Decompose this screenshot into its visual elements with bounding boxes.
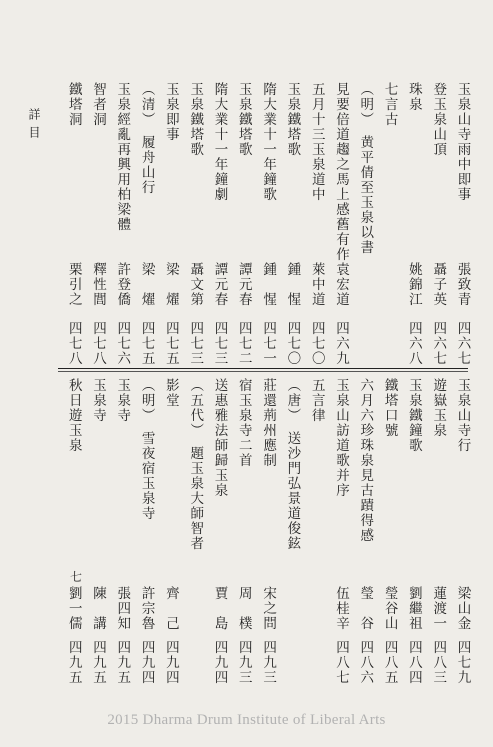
entry-title: 玉泉鐵塔歌 — [235, 82, 252, 157]
entry-title: 莊還荊州應制 — [260, 378, 277, 468]
entry-title: 珠泉 — [405, 82, 422, 112]
entry-page: 四六七 — [454, 321, 471, 366]
entry-page: 四七三 — [187, 321, 204, 366]
entry-page: 四九三 — [260, 640, 277, 685]
entry-title: 鐵塔洞 — [65, 82, 82, 127]
entry-page: 四七五 — [138, 321, 155, 366]
entry-author: 許宗魯 — [138, 586, 155, 631]
watermark: 2015 Dharma Drum Institute of Liberal Arts — [107, 712, 386, 728]
entry-title: 見要倍道趨之馬上感舊有作 — [333, 82, 349, 262]
entry-author: 宋之問 — [260, 586, 277, 631]
entry-page: 四七九 — [454, 640, 471, 685]
entry-author: 伍桂辛 — [333, 586, 349, 631]
entry-title: 玉泉寺 — [90, 378, 106, 423]
entry-author: 瑩 谷 — [357, 586, 374, 631]
entry-author: 鍾 惺 — [284, 262, 301, 307]
entry-page: 四七一 — [260, 321, 277, 366]
entry-author: 袁宏道 — [333, 262, 349, 307]
entry-title: 登玉泉山頂 — [430, 82, 447, 157]
entry-page: 四九三 — [235, 640, 252, 685]
entry-author: 聶子英 — [430, 262, 447, 307]
entry-title: 影堂 — [162, 378, 179, 408]
entry-author: 姚錦江 — [405, 262, 422, 307]
entry-page: 四八六 — [357, 640, 374, 685]
entry-author: 賈 島 — [211, 586, 228, 631]
entry-page: 四八三 — [430, 640, 447, 685]
entry-author: 梁 燿 — [138, 262, 155, 307]
entry-author: 萊中道 — [308, 262, 325, 307]
entry-title: （唐） 送沙門弘景道俊鉉 — [284, 378, 301, 552]
entry-title: 玉泉經亂再興用柏梁體 — [114, 82, 131, 232]
entry-title: 玉泉山訪道歌并序 — [333, 378, 349, 498]
entry-title: 玉泉鐵塔歌 — [284, 82, 301, 157]
entry-title: 五言律 — [308, 378, 325, 423]
entry-title: 六月六珍珠泉見古蹟得感 — [357, 378, 374, 543]
entry-page: 四九四 — [211, 640, 228, 685]
entry-page: 四八四 — [405, 640, 422, 685]
entry-title: 玉泉寺 — [114, 378, 131, 423]
entry-title: （明） 雪夜宿玉泉寺 — [138, 378, 155, 522]
entry-title: 玉泉山寺雨中即事 — [454, 82, 471, 202]
entry-page: 四六八 — [405, 321, 422, 366]
entry-author: 譚元春 — [235, 262, 252, 307]
entry-title: 玉泉山寺行 — [454, 378, 471, 453]
entry-title: 五月十三玉泉道中 — [308, 82, 325, 202]
entry-title: （明） 黄平倩至玉泉以書 — [357, 82, 374, 256]
entry-author: 劉繼祖 — [405, 586, 422, 631]
entry-title: 隋大業十一年鐘歌 — [260, 82, 277, 202]
entry-author: 瑩谷山 — [381, 586, 398, 631]
entry-author: 聶文第 — [187, 262, 204, 307]
entry-author: 陳 講 — [90, 586, 106, 631]
entry-author: 周 樸 — [235, 586, 252, 631]
entry-title: 七言古 — [381, 82, 398, 127]
entry-title: 智者洞 — [90, 82, 106, 127]
entry-page: 四七三 — [211, 321, 228, 366]
section-divider — [58, 368, 468, 369]
entry-page: 四七〇 — [308, 321, 325, 366]
entry-page: 四八五 — [381, 640, 398, 685]
entry-title: 送惠雅法師歸玉泉 — [211, 378, 228, 498]
entry-author: 梁 燿 — [162, 262, 179, 307]
section-divider-thin — [58, 371, 468, 372]
entry-title: 宿玉泉寺二首 — [235, 378, 252, 468]
entry-author: 梁山金 — [454, 586, 471, 631]
entry-page: 四九五 — [114, 640, 131, 685]
entry-author: 釋性閭 — [90, 262, 106, 307]
entry-page: 四九五 — [90, 640, 106, 685]
entry-author: 栗引之 — [65, 262, 82, 307]
entry-author: 張四知 — [114, 586, 131, 631]
entry-author: 蓮渡一 — [430, 586, 447, 631]
entry-author: 齊 己 — [162, 586, 179, 631]
entry-title: 玉泉鐵鐘歌 — [405, 378, 422, 453]
entry-page: 四九五 — [65, 640, 82, 685]
entry-title: （清） 履舟山行 — [138, 82, 155, 196]
entry-title: （五代） 題玉泉大師智者 — [187, 378, 204, 552]
entry-page: 四九四 — [138, 640, 155, 685]
entry-page: 四七六 — [114, 321, 131, 366]
entry-title: 玉泉鐵塔歌 — [187, 82, 204, 157]
side-label: 詳目 — [27, 108, 41, 144]
entry-page: 四七二 — [235, 321, 252, 366]
entry-author: 許登僑 — [114, 262, 131, 307]
entry-title: 遊嶽玉泉 — [430, 378, 447, 438]
entry-page: 四八七 — [333, 640, 349, 685]
entry-page: 四七八 — [65, 321, 82, 366]
entry-author: 鍾 惺 — [260, 262, 277, 307]
entry-page: 四七五 — [162, 321, 179, 366]
entry-author: 譚元春 — [211, 262, 228, 307]
entry-author: 張致青 — [454, 262, 471, 307]
page-number: 七 — [70, 570, 83, 584]
entry-page: 四九四 — [162, 640, 179, 685]
entry-page: 四六七 — [430, 321, 447, 366]
entry-page: 四七〇 — [284, 321, 301, 366]
entry-title: 鐵塔口號 — [381, 378, 398, 438]
entry-page: 四七八 — [90, 321, 106, 366]
entry-page: 四六九 — [333, 321, 349, 366]
entry-author: 劉一儒 — [65, 586, 82, 631]
entry-title: 玉泉即事 — [162, 82, 179, 142]
entry-title: 隋大業十一年鐘劇 — [211, 82, 228, 202]
entry-title: 秋日遊玉泉 — [65, 378, 82, 453]
